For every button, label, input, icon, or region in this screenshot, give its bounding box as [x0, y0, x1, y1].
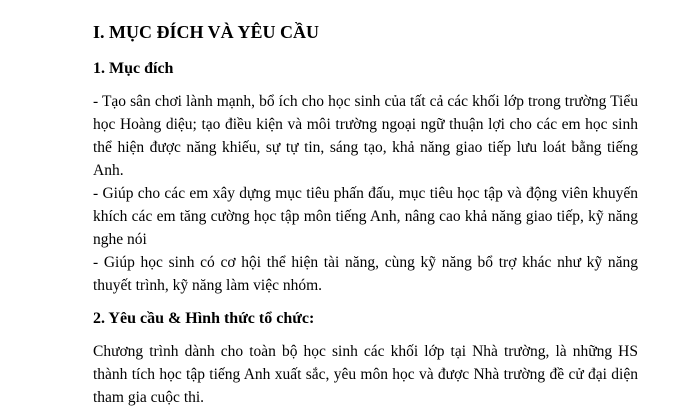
purpose-paragraph-3: - Giúp học sinh có cơ hội thể hiện tài năng, cùng kỹ năng bổ trợ khác như kỹ năng thuyết trình, kỹ năng làm việc nhóm. [93, 254, 638, 294]
purpose-paragraph-1: - Tạo sân chơi lành mạnh, bổ ích cho học sinh của tất cả các khối lớp trong trường Tiểu học Hoàng diệu; tạo điều kiện và môi trường ngoại ngữ thuận lợi cho các em học sinh thể hiện được năng khiếu, sự tự tin, sáng tạo, khả năng giao tiếp lưu loát bằng tiếng Anh. [93, 93, 638, 179]
purpose-paragraph-2: - Giúp cho các em xây dựng mục tiêu phấn đấu, mục tiêu học tập và động viên khuyến khích các em tăng cường học tập môn tiếng Anh, nâng cao khả năng giao tiếp, kỹ năng nghe nói [93, 185, 638, 248]
section-heading-requirements: 2. Yêu cầu & Hình thức tổ chức: [93, 310, 315, 327]
section-heading-purpose: 1. Mục đích [93, 60, 174, 77]
requirements-paragraph-1: Chương trình dành cho toàn bộ học sinh các khối lớp tại Nhà trường, là những HS thành tích học tập tiếng Anh xuất sắc, yêu môn học và được Nhà trường đề cử đại diện tham gia cuộc thi. [93, 343, 638, 406]
document-title: I. MỤC ĐÍCH VÀ YÊU CẦU [93, 22, 320, 42]
